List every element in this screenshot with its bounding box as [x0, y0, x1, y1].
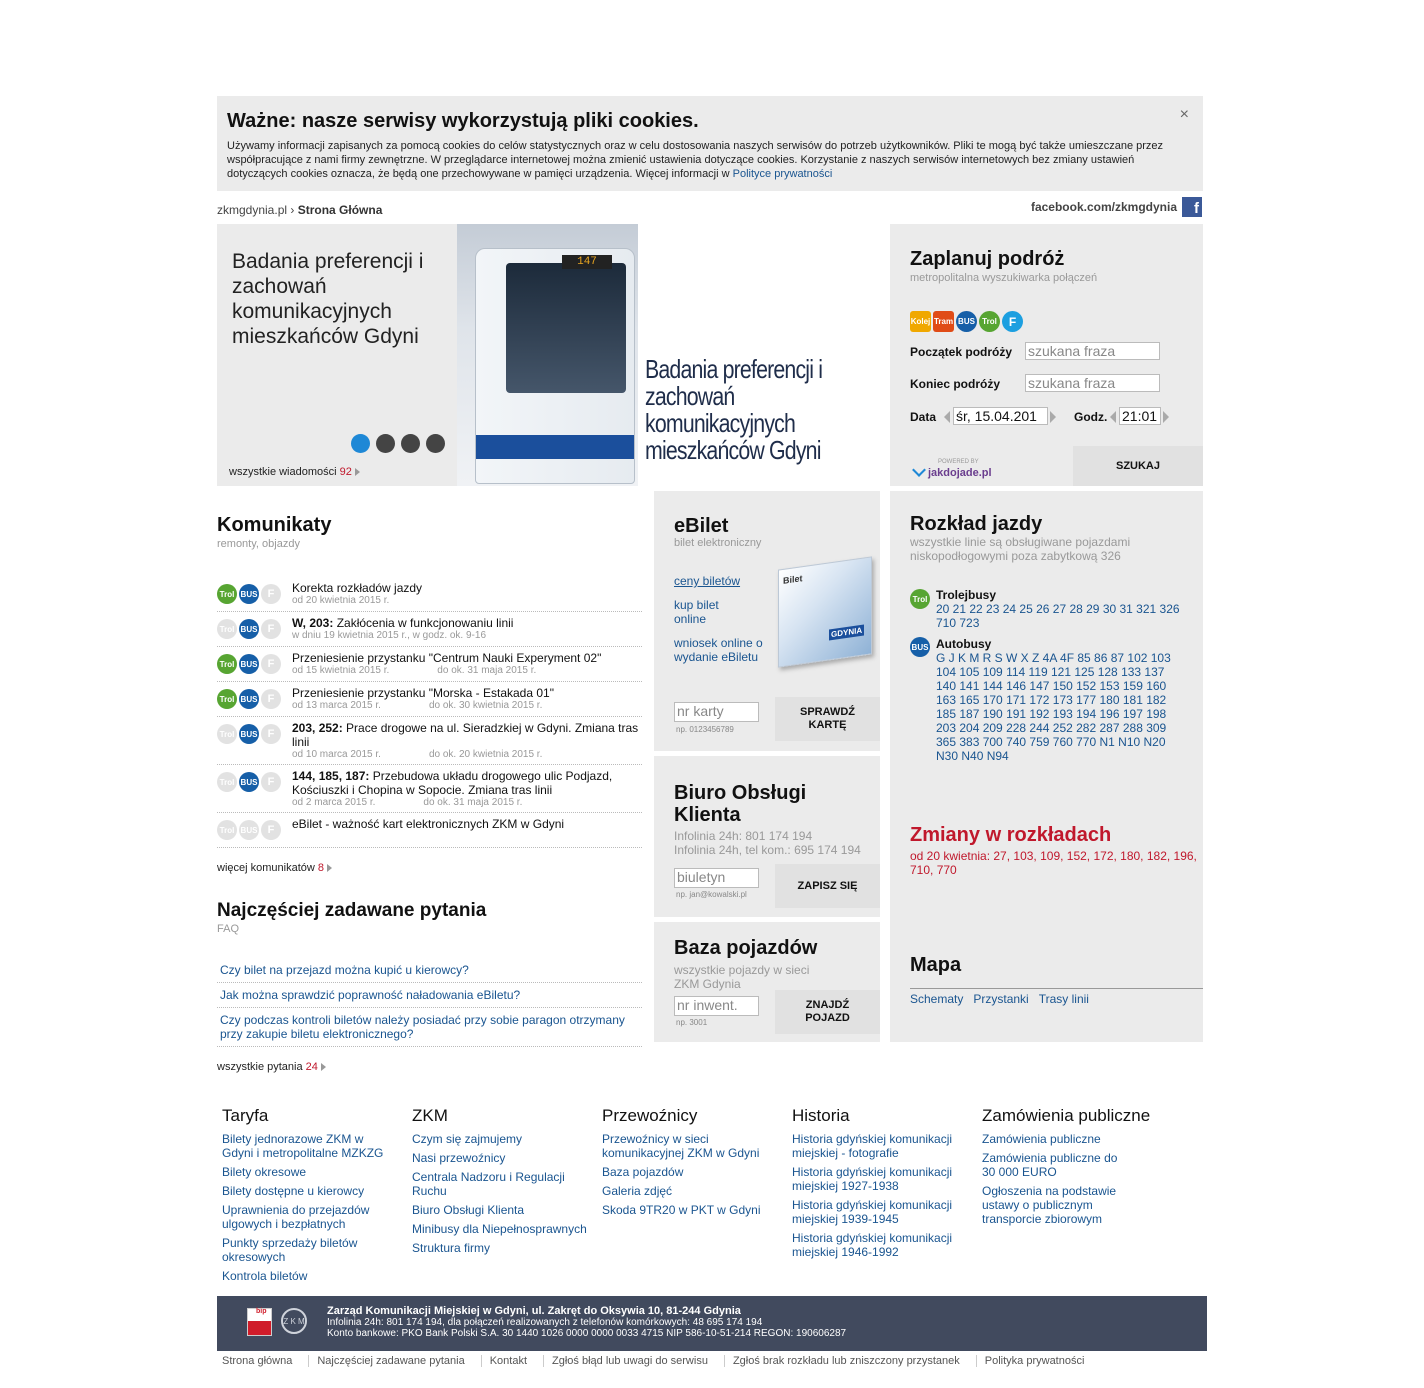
zkm-logo[interactable]: Z K M: [281, 1308, 307, 1334]
footer-hotline: Infolinia 24h: 801 174 194, dla połączeń realizowanych z telefonów komórkowych: 48 695 174 194: [327, 1317, 763, 1328]
all-questions-link[interactable]: [217, 1061, 642, 1073]
card-brand: GDYNIA: [831, 625, 863, 640]
announcement-date: [292, 630, 642, 642]
hotline-2: Infolinia 24h, tel kom.: 695 174 194: [674, 843, 861, 857]
footer-address: [327, 1306, 846, 1339]
ebilet-title: eBilet: [674, 515, 729, 537]
announcement-row[interactable]: [217, 577, 642, 612]
date-label: Data: [910, 410, 937, 424]
faq-link[interactable]: Jak można sprawdzić poprawność naładowania eBiletu?: [220, 988, 521, 1002]
bip-logo[interactable]: [247, 1308, 272, 1336]
footer-column: [412, 1106, 602, 1288]
bus-window: [506, 263, 626, 393]
buy-online-link[interactable]: kup bilet online: [674, 598, 719, 626]
announcement-body[interactable]: [292, 817, 642, 844]
bottom-nav-link[interactable]: Polityka prywatności: [976, 1355, 1085, 1367]
bottom-nav: [222, 1355, 1084, 1367]
bus-icon: BUS: [910, 637, 930, 657]
ferry-icon: F: [261, 689, 281, 709]
footer-columns: [222, 1106, 1202, 1288]
breadcrumb: [217, 203, 382, 217]
check-card-button[interactable]: SPRAWDŹ KARTĘ: [775, 697, 880, 741]
trolleybus-label: Trolejbusy: [936, 588, 997, 602]
announcement-date: [292, 665, 642, 677]
vehicle-database-box: [654, 922, 880, 1042]
map-link-stops[interactable]: Przystanki: [973, 992, 1029, 1006]
date-from: od 20 kwietnia 2015 r.: [292, 595, 390, 606]
bus-lines[interactable]: G J K M R S W X Z 4A 4F 85 86 87 102 103 104 105 109 114 119 121 125 128 133 137 140 141 144 146 147 150 152 153 159 160 163 165 170 171 172 173 177 180 181 182 185 187 190 191 192 193 194 196 197 198 203 204 209 228 244 252 282 287 288 309 365 383 700 740 759 760 770 N1 N10 N20 N30 N40 N94: [936, 651, 1171, 763]
timetable-changes-text[interactable]: od 20 kwietnia: 27, 103, 109, 152, 172, 180, 182, 196, 710, 770: [910, 849, 1197, 877]
announcements-section: [217, 514, 642, 874]
slider-title[interactable]: Badania preferencji i zachowań komunikacyjnych mieszkańców Gdyni: [232, 250, 424, 348]
announcement-date: [292, 797, 642, 809]
date-from: od 15 kwietnia 2015 r.: [292, 665, 390, 676]
breadcrumb-current: Strona Główna: [297, 203, 383, 217]
timetable-subtitle: wszystkie linie są obsługiwane pojazdami niskopodłogowymi poza zabytkową 326: [910, 535, 1131, 563]
bus-icon: BUS: [239, 584, 259, 604]
map-divider: [910, 988, 1203, 989]
date-input[interactable]: śr, 15.04.201: [953, 407, 1048, 425]
end-input[interactable]: szukana fraza: [1025, 374, 1160, 392]
footer-link[interactable]: Bilety jednorazowe ZKM w Gdyni i metropolitalne MZKZG: [222, 1132, 384, 1160]
bottom-nav-link[interactable]: Zgłoś brak rozkładu lub zniszczony przystanek: [724, 1355, 960, 1367]
bus-icon: BUS: [239, 724, 259, 744]
timetable-changes-title[interactable]: Zmiany w rozkładach: [910, 824, 1112, 846]
footer-link[interactable]: Minibusy dla Niepełnosprawnych: [412, 1222, 587, 1236]
slider-dots: [351, 434, 445, 453]
footer-link[interactable]: Galeria zdjęć: [602, 1184, 673, 1198]
timetable-title: Rozkład jazdy: [910, 513, 1043, 535]
faq-item: [217, 983, 642, 1008]
footer-column-title: Przewoźnicy: [602, 1106, 698, 1125]
banner-text: Badania preferencji i zachowań komunikacyjnych mieszkańców Gdyni: [645, 354, 823, 465]
ferry-icon: F: [261, 619, 281, 639]
cookie-text: Używamy informacji zapisanych za pomocą cookies do celów statystycznych oraz w celu dostosowania naszych serwisów do potrzeb użytkowników. Pliki te mogą być także umieszczane przez współpracujące z nami firmy zewnętrzne. W przeglądarce internetowej można zmienić ustawienia dotyczące cookies. Korzystanie z naszych serwisów internetowych bez zmiany ustawień dotyczących cookies oznacza, że będą one przechowywane w pamięci urządzenia. Więcej informacji w Polityce prywatności: [227, 140, 1164, 180]
footer-link[interactable]: Historia gdyńskiej komunikacji miejskiej 1927-1938: [792, 1165, 953, 1193]
more-announcements-link[interactable]: [217, 862, 642, 874]
date-from: w dniu 19 kwietnia 2015 r., w godz. ok. 9-16: [292, 630, 487, 641]
announcement-title[interactable]: Przebudowa układu drogowego ulic Podjazd, Kościuszki i Chopina w Sopocie. Zmiana tras linii: [292, 769, 613, 797]
announcement-date: [292, 700, 642, 712]
announcements-list: [217, 577, 642, 848]
bus-stripe: [476, 435, 634, 459]
announcement-title[interactable]: Prace drogowe na ul. Sieradzkiej w Gdyni. Zmiana tras linii: [292, 721, 639, 749]
all-news-label[interactable]: wszystkie wiadomości: [229, 466, 337, 478]
card-label: Bilet: [783, 573, 803, 586]
footer-link[interactable]: Uprawnienia do przejazdów ulgowych i bezpłatnych: [222, 1203, 370, 1231]
date-to: do ok. 31 maja 2015 r.: [423, 797, 523, 808]
journey-planner: [890, 224, 1203, 486]
start-input[interactable]: szukana fraza: [1025, 342, 1160, 360]
date-to: do ok. 20 kwietnia 2015 r.: [428, 749, 543, 760]
bottom-nav-link[interactable]: Zgłoś błąd lub uwagi do serwisu: [543, 1355, 708, 1367]
date-prev-icon[interactable]: [944, 411, 950, 423]
bip-flag: [248, 1321, 271, 1335]
footer-column-title: ZKM: [412, 1106, 448, 1125]
footer-column: [222, 1106, 412, 1288]
ebilet-application-link[interactable]: wniosek online o wydanie eBiletu: [674, 636, 763, 664]
trolleybus-icon: Trol: [217, 772, 237, 792]
announcement-icons: [217, 817, 292, 844]
footer-link[interactable]: Baza pojazdów: [602, 1165, 684, 1179]
footer-link[interactable]: Czym się zajmujemy: [412, 1132, 523, 1146]
announcement-row[interactable]: [217, 647, 642, 682]
time-input[interactable]: 21:01: [1119, 407, 1161, 425]
announcement-title[interactable]: eBilet - ważność kart elektronicznych ZKM w Gdyni: [292, 817, 565, 831]
breadcrumb-home[interactable]: zkmgdynia.pl: [217, 203, 288, 217]
trolleybus-icon: Trol: [217, 584, 237, 604]
announcement-lines: 144, 185, 187:: [292, 769, 370, 783]
announcements-subtitle: remonty, objazdy: [217, 538, 300, 550]
footer-link[interactable]: Zamówienia publiczne: [982, 1132, 1101, 1146]
customer-service-title: Biuro Obsługi Klienta: [674, 782, 807, 826]
search-button[interactable]: SZUKAJ: [1073, 446, 1203, 486]
ferry-icon[interactable]: F: [1002, 311, 1023, 332]
trolleybus-icon: Trol: [910, 589, 930, 609]
footer-link[interactable]: Historia gdyńskiej komunikacji miejskiej 1939-1945: [792, 1198, 953, 1226]
ferry-icon: F: [261, 820, 281, 840]
bip-label: bip: [256, 1308, 267, 1315]
timetable-box: [890, 491, 1203, 1042]
ferry-icon: F: [261, 584, 281, 604]
announcement-lines: W, 203:: [292, 616, 334, 630]
announcement-row[interactable]: [217, 765, 642, 813]
bottom-nav-link[interactable]: Najczęściej zadawane pytania: [308, 1355, 464, 1367]
ferry-icon: F: [261, 654, 281, 674]
announcement-body[interactable]: [292, 721, 642, 761]
faq-title: Najczęściej zadawane pytania: [217, 900, 487, 921]
privacy-policy-link[interactable]: Polityce prywatności: [732, 168, 833, 180]
ticket-prices-link[interactable]: ceny biletów: [674, 574, 741, 588]
footer-bank: Konto bankowe: PKO Bank Polski S.A. 30 1440 1026 0000 0000 0033 4715 NIP 586-10-51-214 REGON: 190606287: [327, 1328, 847, 1339]
announcement-body[interactable]: [292, 616, 642, 643]
breadcrumb-separator: ›: [290, 203, 295, 217]
faq-section: [217, 900, 642, 1073]
footer-link[interactable]: Centrala Nadzoru i Regulacji Ruchu: [412, 1170, 565, 1198]
all-questions-label[interactable]: wszystkie pytania: [217, 1061, 303, 1073]
faq-list: [217, 958, 642, 1047]
footer-column: [982, 1106, 1172, 1288]
footer-column-title: Historia: [792, 1106, 850, 1125]
footer-link[interactable]: Bilety dostępne u kierowcy: [222, 1184, 365, 1198]
announcement-title[interactable]: Przeniesienie przystanku "Centrum Nauki Experyment 02": [292, 651, 602, 665]
powered-by-label: POWERED BY: [938, 459, 979, 465]
announcement-row[interactable]: [217, 813, 642, 848]
announcement-row[interactable]: [217, 682, 642, 717]
announcement-body[interactable]: [292, 686, 642, 713]
ferry-icon: F: [261, 724, 281, 744]
announcement-date: [292, 831, 642, 843]
footer-link[interactable]: Zamówienia publiczne do 30 000 EURO: [982, 1151, 1118, 1179]
map-links: [910, 992, 1089, 1006]
slider-dot-4[interactable]: [426, 434, 445, 453]
vehicle-database-title: Baza pojazdów: [674, 937, 818, 959]
announcement-title[interactable]: Zakłócenia w funkcjonowaniu linii: [333, 616, 514, 630]
bus-icon[interactable]: BUS: [956, 311, 977, 332]
jakdojade-logo[interactable]: jakdojade.pl: [928, 467, 992, 479]
footer-link[interactable]: Ogłoszenia na podstawie ustawy o publicznym transporcie zbiorowym: [982, 1184, 1117, 1226]
announcement-icons: [217, 686, 292, 713]
trolleybus-icon: Trol: [217, 689, 237, 709]
arrow-right-icon: [321, 1063, 326, 1071]
card-number-hint: np. 0123456789: [676, 725, 734, 734]
bus-icon: BUS: [239, 654, 259, 674]
vehicle-database-subtitle: wszystkie pojazdy w sieci ZKM Gdynia: [674, 963, 810, 991]
trolleybus-lines[interactable]: 20 21 22 23 24 25 26 27 28 29 30 31 321 326 710 723: [936, 602, 1180, 630]
more-announcements-count: 8: [317, 862, 325, 874]
facebook-label[interactable]: facebook.com/zkmgdynia: [1030, 200, 1177, 214]
bus-icon: BUS: [239, 772, 259, 792]
faq-link[interactable]: Czy bilet na przejazd można kupić u kierowcy?: [220, 963, 469, 977]
customer-service-box: [654, 756, 880, 917]
all-news-link[interactable]: [229, 466, 360, 478]
footer-bar: [217, 1296, 1207, 1351]
cookie-title: Ważne: nasze serwisy wykorzystują pliki cookies.: [227, 110, 699, 132]
banner-image[interactable]: [457, 224, 889, 486]
facebook-icon[interactable]: f: [1182, 197, 1202, 217]
trolleybus-icon: Trol: [217, 820, 237, 840]
announcement-icons: [217, 616, 292, 643]
announcement-date: [292, 749, 642, 761]
footer-column: [602, 1106, 792, 1288]
footer-column: [792, 1106, 982, 1288]
time-label: Godz.: [1074, 410, 1108, 424]
facebook-link[interactable]: [1031, 197, 1202, 217]
map-link-routes[interactable]: Trasy linii: [1038, 992, 1089, 1006]
date-next-icon[interactable]: [1050, 411, 1056, 423]
announcement-icons: [217, 581, 292, 608]
footer-link[interactable]: Struktura firmy: [412, 1241, 491, 1255]
vehicle-number-input[interactable]: nr inwent.: [674, 996, 759, 1016]
tram-icon[interactable]: Tram: [933, 311, 954, 332]
faq-subtitle: FAQ: [217, 923, 240, 935]
trolleybus-icon[interactable]: Trol: [979, 311, 1000, 332]
footer-link[interactable]: Bilety okresowe: [222, 1165, 307, 1179]
bottom-nav-link[interactable]: Strona główna: [222, 1355, 293, 1367]
bus-icon: BUS: [239, 820, 259, 840]
newsletter-input[interactable]: biuletyn: [674, 868, 759, 888]
card-number-input[interactable]: nr karty: [674, 702, 759, 722]
date-to: do ok. 30 kwietnia 2015 r.: [428, 700, 543, 711]
date-from: od 13 marca 2015 r.: [292, 700, 381, 711]
hotline-1: Infolinia 24h: 801 174 194: [674, 829, 813, 843]
slider-dot-1[interactable]: [351, 434, 370, 453]
footer-link[interactable]: Historia gdyńskiej komunikacji miejskiej - fotografie: [792, 1132, 953, 1160]
time-next-icon[interactable]: [1163, 411, 1169, 423]
ebilet-card-image: [778, 556, 872, 667]
announcement-body[interactable]: [292, 651, 642, 678]
announcement-body[interactable]: [292, 769, 642, 809]
faq-item: [217, 1008, 642, 1047]
announcement-icons: [217, 721, 292, 761]
faq-item: [217, 958, 642, 983]
trolleybus-icon: Trol: [217, 654, 237, 674]
announcement-row[interactable]: [217, 717, 642, 765]
announcement-body[interactable]: [292, 581, 642, 608]
trolleybus-icon: Trol: [217, 619, 237, 639]
planner-subtitle: metropolitalna wyszukiwarka połączeń: [910, 272, 1098, 284]
footer-link[interactable]: Biuro Obsługi Klienta: [412, 1203, 525, 1217]
bus-icon: BUS: [239, 689, 259, 709]
date-from: od 2 marca 2015 r.: [292, 797, 376, 808]
announcement-icons: [217, 769, 292, 809]
planner-title: Zaplanuj podróż: [910, 248, 1065, 270]
news-slider: [217, 224, 457, 486]
map-title: Mapa: [910, 954, 962, 976]
arrow-right-icon: [355, 468, 360, 476]
vehicle-number-hint: np. 3001: [676, 1018, 708, 1027]
ebilet-subtitle: bilet elektroniczny: [674, 537, 762, 549]
transport-modes: [910, 311, 1023, 332]
arrow-right-icon: [327, 864, 332, 872]
newsletter-hint: np. jan@kowalski.pl: [676, 890, 747, 899]
announcement-date: [292, 595, 642, 607]
bottom-nav-link[interactable]: Kontakt: [481, 1355, 527, 1367]
announcement-title[interactable]: Przeniesienie przystanku "Morska - Estakada 01": [292, 686, 554, 700]
ferry-icon: F: [261, 772, 281, 792]
footer-link[interactable]: Kontrola biletów: [222, 1269, 308, 1283]
bus-icon: BUS: [239, 619, 259, 639]
train-icon[interactable]: Kolej: [910, 311, 931, 332]
close-icon[interactable]: ×: [1179, 106, 1189, 123]
bus-led-display: 147: [562, 255, 612, 269]
announcement-icons: [217, 651, 292, 678]
more-announcements-label[interactable]: więcej komunikatów: [217, 862, 315, 874]
slider-dot-3[interactable]: [401, 434, 420, 453]
cookie-banner: [217, 96, 1203, 191]
footer-link[interactable]: Nasi przewoźnicy: [412, 1151, 506, 1165]
faq-link[interactable]: Czy podczas kontroli biletów należy posiadać przy sobie paragon otrzymany przy zakupie biletu elektronicznego?: [220, 1013, 625, 1041]
footer-link[interactable]: Skoda 9TR20 w PKT w Gdyni: [602, 1203, 761, 1217]
footer-company: Zarząd Komunikacji Miejskiej w Gdyni, ul. Zakręt do Oksywia 10, 81-244 Gdynia: [327, 1305, 741, 1317]
announcements-title: Komunikaty: [217, 514, 332, 536]
announcement-title[interactable]: Korekta rozkładów jazdy: [292, 581, 423, 595]
announcement-lines: 203, 252:: [292, 721, 343, 735]
ebilet-box: [654, 491, 880, 751]
bus-label: Autobusy: [936, 637, 992, 651]
bus-photo: [457, 224, 638, 486]
subscribe-button[interactable]: ZAPISZ SIĘ: [775, 864, 880, 908]
map-link-schemes[interactable]: Schematy: [910, 992, 964, 1006]
footer-link[interactable]: Przewoźnicy w sieci komunikacyjnej ZKM w Gdyni: [602, 1132, 760, 1160]
slider-dot-2[interactable]: [376, 434, 395, 453]
footer-link[interactable]: Historia gdyńskiej komunikacji miejskiej 1946-1992: [792, 1231, 953, 1259]
find-vehicle-button[interactable]: ZNAJDŹ POJAZD: [775, 990, 880, 1034]
start-label: Początek podróży: [910, 345, 1013, 359]
all-news-count: 92: [339, 466, 352, 478]
all-questions-count: 24: [305, 1061, 318, 1073]
announcement-row[interactable]: [217, 612, 642, 647]
trolleybus-icon: Trol: [217, 724, 237, 744]
end-label: Koniec podróży: [910, 377, 1001, 391]
date-to: do ok. 31 maja 2015 r.: [437, 665, 537, 676]
bus-illustration: [475, 248, 635, 484]
footer-link[interactable]: Punkty sprzedaży biletów okresowych: [222, 1236, 358, 1264]
footer-column-title: Taryfa: [222, 1106, 269, 1125]
time-prev-icon[interactable]: [1110, 411, 1116, 423]
date-from: od 10 marca 2015 r.: [292, 749, 381, 760]
footer-column-title: Zamówienia publiczne: [982, 1106, 1151, 1125]
check-icon: [912, 463, 926, 477]
